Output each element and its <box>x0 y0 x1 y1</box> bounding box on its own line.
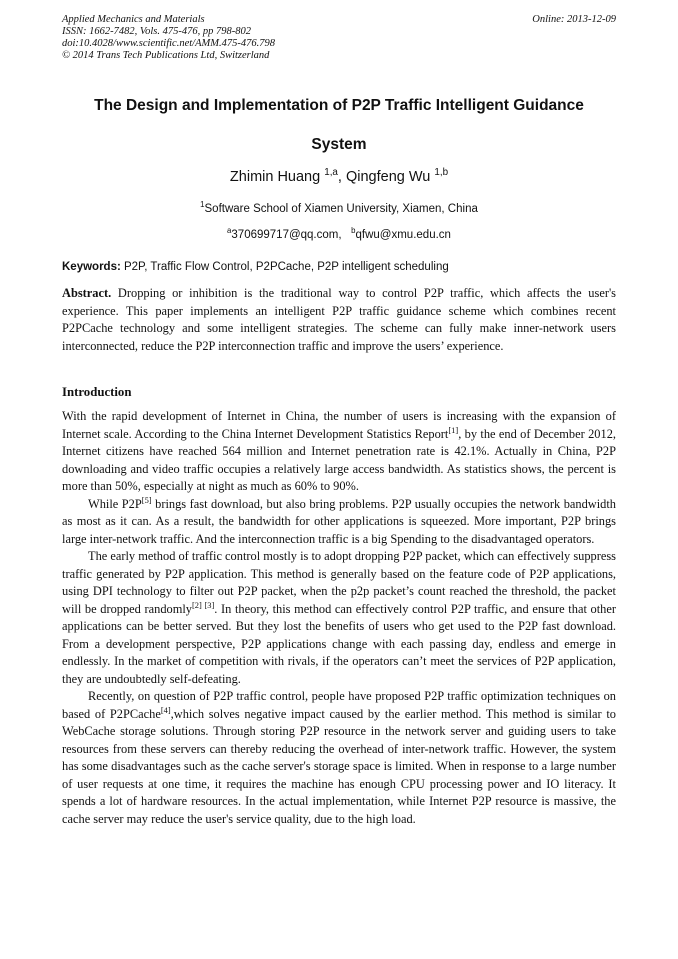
keywords <box>62 260 616 275</box>
doi-line: doi:10.4028/www.scientific.net/AMM.475-476.798 <box>62 38 275 49</box>
abstract <box>62 285 616 355</box>
paper-title <box>62 86 616 164</box>
issn-line: ISSN: 1662-7482, Vols. 475-476, pp 798-802 <box>62 26 251 37</box>
journal-header <box>62 14 616 62</box>
email-b: qfwu@xmu.edu.cn <box>355 229 451 241</box>
intro-p3-text-b: . In theory, this method can effectively control P2P traffic, and ensure that other applications can be better served. But they lost the benefits of users who get used to the P2P fast download. From a development perspective, P2P applications change with each passing day, endless and emerge in endlessly. In the market of competition with rivals, if the operators can’t meet the services of P2P application, they are undoubtedly self-defeating. <box>62 601 616 686</box>
affiliation-text: Software School of Xiamen University, Xiamen, China <box>204 203 478 215</box>
author-emails <box>62 228 616 243</box>
keywords-label: Keywords: <box>62 261 121 273</box>
intro-p4-text-b: ,which solves negative impact caused by the earlier method. This method is similar to WebCache storage solutions. Through storing P2P resource in the network server and guiding users to take resources from these servers can thereby reducing the overhead of inter-network traffic. However, the system has some disadvantages such as the cache server's storage space is limited. When in response to a large number of user requests at one time, it requires the machine has enough CPU processing power and IO literacy. It spends a lot of hardware resources. In the actual implementation, while Internet P2P resource is massive, the cache server may reduce the user's service quality, due to the high load. <box>62 706 616 826</box>
abstract-text: Dropping or inhibition is the traditional way to control P2P traffic, which affects the user's experience. This paper implements an intelligent P2P traffic guidance scheme which combines recent P2PCache technology and some intelligent strategies. The scheme can fully make inner-network users interconnected, reduce the P2P interconnection traffic and improve the users’ experience. <box>62 286 616 353</box>
online-date: Online: 2013-12-09 <box>532 14 616 25</box>
intro-paragraph-3 <box>62 548 616 688</box>
section-heading-introduction: Introduction <box>62 385 132 399</box>
author-1-affiliation-mark: 1,a <box>324 167 338 179</box>
intro-p3-text-a: The early method of traffic control mostly is to adopt dropping P2P packet, which can effectively suppress traffic generated by P2P application. This method is generally based on the feature code of P2P applications, using DPI technology to filter out P2P packet, when the p2p packet’s count reached the threshold, the packet will be dropped randomly <box>62 549 616 616</box>
email-b-mark: b <box>351 226 356 236</box>
author-2-affiliation-mark: 1,b <box>434 167 449 179</box>
citation-5: [5] <box>141 494 152 505</box>
intro-p2-text-a: While P2P <box>88 496 142 511</box>
title-line-1: The Design and Implementation of P2P Traffic Intelligent Guidance <box>94 97 584 114</box>
keywords-text: P2P, Traffic Flow Control, P2PCache, P2P intelligent scheduling <box>120 261 449 273</box>
intro-p2-text-b: brings fast download, but also bring problems. P2P usually occupies the network bandwidth as most as it can. As a result, the bandwidth for other applications is squeezed. More important, P2P brings large inter-network traffic. And the interconnection traffic is a big Spending to the disadvantaged operators. <box>62 496 617 546</box>
abstract-label: Abstract. <box>62 286 112 300</box>
intro-p1-text-a: With the rapid development of Internet in China, the number of users is increasing with the expansion of Internet scale. According to the China Internet Development Statistics Report <box>62 409 616 441</box>
affiliation-mark: 1 <box>200 200 205 210</box>
email-a: 370699717@qq.com, <box>231 229 342 241</box>
author-1-name: Zhimin Huang <box>229 169 321 185</box>
author-2-name: Qingfeng Wu <box>345 169 431 185</box>
intro-paragraph-2 <box>62 496 616 549</box>
introduction-body <box>62 408 616 828</box>
copyright-line: © 2014 Trans Tech Publications Ltd, Switzerland <box>62 50 270 61</box>
intro-p1-text-b: , by the end of December 2012, Internet citizens have reached 564 million and Internet penetration rate is 42.1%. Actually in China, P2P downloading and video traffic occupies a relatively large access bandwidth. As statistics shows, the percent is more than 50%, especially at night as much as 60% to 90%. <box>62 426 616 493</box>
title-line-2: System <box>311 136 367 153</box>
author-separator: , <box>337 169 346 185</box>
citation-4: [4] <box>160 704 171 715</box>
intro-paragraph-1 <box>62 408 616 496</box>
intro-p4-text-a: Recently, on question of P2P traffic control, people have proposed P2P traffic optimization techniques on based of P2PCache <box>62 689 616 721</box>
author-list <box>62 168 616 186</box>
email-a-mark: a <box>227 226 232 236</box>
journal-name: Applied Mechanics and Materials <box>62 14 205 25</box>
affiliation <box>62 202 616 217</box>
intro-paragraph-4 <box>62 688 616 828</box>
citation-2-3: [2] [3] <box>191 599 215 610</box>
citation-1: [1] <box>448 424 459 435</box>
